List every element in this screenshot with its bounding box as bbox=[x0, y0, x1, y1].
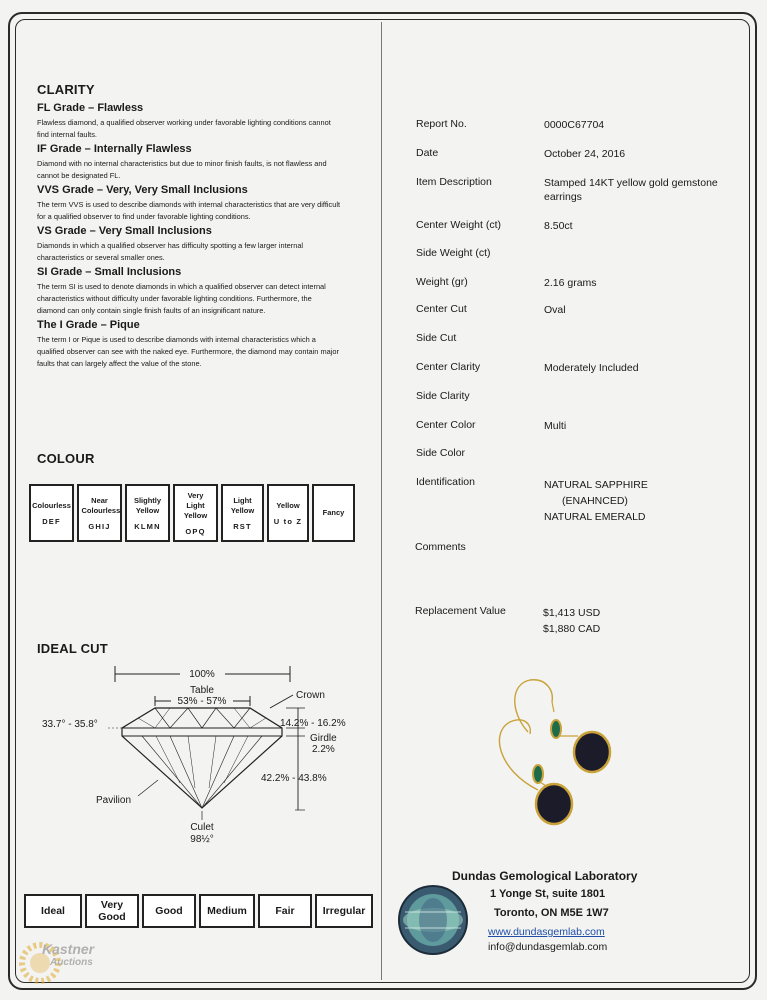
grade-heading: IF Grade – Internally Flawless bbox=[37, 143, 192, 155]
replacement-cad: $1,880 CAD bbox=[543, 623, 601, 635]
colour-scale bbox=[29, 484, 361, 542]
cut-grade-box: Fair bbox=[258, 894, 312, 928]
report-value: Moderately Included bbox=[544, 362, 639, 374]
grade-text: Diamonds in which a qualified observer has difficulty spotting a few larger internal characteristics or several smaller ones. bbox=[37, 241, 304, 262]
report-label: Center Color bbox=[416, 419, 476, 431]
crown-angle-label: 33.7° - 35.8° bbox=[42, 719, 98, 730]
pavilion-label: Pavilion bbox=[96, 795, 132, 806]
table-range: 53% - 57% bbox=[177, 696, 227, 707]
report-value: October 24, 2016 bbox=[544, 148, 626, 160]
report-value: 8.50ct bbox=[544, 220, 573, 232]
column-divider bbox=[381, 22, 382, 980]
cut-grade-box: Very Good bbox=[85, 894, 139, 928]
grade-heading: The I Grade – Pique bbox=[37, 319, 140, 331]
colour-name: Yellow bbox=[276, 500, 300, 510]
report-value: Stamped 14KT yellow gold gemstone earrings bbox=[544, 177, 718, 203]
watermark-line1: Kastner bbox=[42, 941, 95, 957]
identification-line: (ENAHNCED) bbox=[562, 495, 628, 507]
identification-line: NATURAL EMERALD bbox=[544, 511, 646, 523]
colour-letters: GHIJ bbox=[88, 521, 111, 531]
cut-grade-box: Ideal bbox=[24, 894, 82, 928]
clarity-title: CLARITY bbox=[37, 82, 95, 97]
lab-address-line1: 1 Yonge St, suite 1801 bbox=[490, 888, 606, 900]
crown-height-label: 14.2% - 16.2% bbox=[280, 718, 346, 729]
clarity-grade-si bbox=[37, 266, 342, 317]
girdle-label: Girdle bbox=[310, 733, 337, 744]
grade-heading: FL Grade – Flawless bbox=[37, 102, 144, 114]
colour-box bbox=[29, 484, 74, 542]
replacement-label: Replacement Value bbox=[415, 605, 506, 617]
report-label: Weight (gr) bbox=[416, 276, 468, 288]
colour-name: Light Yellow bbox=[230, 495, 255, 515]
colour-name: Fancy bbox=[322, 508, 345, 517]
earrings-photo bbox=[480, 672, 630, 842]
colour-letters: DEF bbox=[42, 516, 61, 526]
grade-heading: VVS Grade – Very, Very Small Inclusions bbox=[37, 184, 248, 196]
colour-box bbox=[267, 484, 309, 542]
identification-label: Identification bbox=[416, 476, 475, 488]
grade-text: The term SI is used to denote diamonds in which a qualified observer can detect internal characteristics without difficulty under favorable lighting conditions. Furthermore, the diamond can only contain single finish faults of an insignificant nature. bbox=[37, 282, 326, 315]
cut-grade-scale bbox=[24, 894, 373, 928]
lab-name: Dundas Gemological Laboratory bbox=[452, 869, 638, 883]
colour-name: Slightly Yellow bbox=[133, 495, 162, 515]
colour-box bbox=[77, 484, 122, 542]
report-value: 0000C67704 bbox=[544, 119, 605, 131]
report-value: Multi bbox=[544, 420, 567, 432]
table-label: Table bbox=[190, 685, 214, 696]
grade-heading: VS Grade – Very Small Inclusions bbox=[37, 225, 212, 237]
lab-email: info@dundasgemlab.com bbox=[488, 941, 608, 953]
report-label: Side Cut bbox=[416, 332, 457, 344]
replacement-values bbox=[543, 605, 733, 637]
colour-box bbox=[221, 484, 264, 542]
identification-line: NATURAL SAPPHIRE bbox=[544, 479, 648, 491]
report-label: Item Description bbox=[416, 176, 492, 188]
watermark-line2: Auctions bbox=[50, 957, 93, 968]
culet-value: 98½° bbox=[190, 834, 214, 845]
colour-name: Colourless bbox=[32, 500, 71, 510]
ideal-cut-title: IDEAL CUT bbox=[37, 641, 108, 656]
grade-text: Flawless diamond, a qualified observer working under favorable lighting conditions cannot find internal faults. bbox=[37, 118, 331, 139]
colour-name: Very Light Yellow bbox=[183, 490, 208, 520]
crown-label: Crown bbox=[296, 690, 325, 701]
clarity-grade-vvs bbox=[37, 184, 342, 223]
colour-title: COLOUR bbox=[37, 451, 95, 466]
pavilion-depth-label: 42.2% - 43.8% bbox=[261, 773, 327, 784]
culet-label: Culet bbox=[190, 822, 214, 833]
colour-name: Near Colourless bbox=[81, 495, 121, 515]
report-value: 2.16 grams bbox=[544, 277, 597, 289]
report-label: Center Cut bbox=[416, 303, 467, 315]
colour-letters: RST bbox=[233, 521, 252, 531]
grade-text: Diamond with no internal characteristics but due to minor finish faults, is not flawless and cannot be designated FL. bbox=[37, 159, 327, 180]
lab-website-link[interactable]: www.dundasgemlab.com bbox=[488, 926, 605, 938]
grade-heading: SI Grade – Small Inclusions bbox=[37, 266, 182, 278]
report-label: Side Weight (ct) bbox=[416, 247, 491, 259]
colour-letters: U to Z bbox=[273, 516, 303, 526]
cut-grade-box: Irregular bbox=[315, 894, 373, 928]
girdle-value: 2.2% bbox=[312, 744, 335, 755]
grade-text: The term I or Pique is used to describe diamonds with internal characteristics which a qualified observer can see with the naked eye. Furthermore, the diamond may contain major faults that can largely affect the value of the stone. bbox=[37, 335, 339, 368]
identification-values bbox=[544, 477, 734, 525]
clarity-grade-vs bbox=[37, 225, 342, 264]
replacement-usd: $1,413 USD bbox=[543, 607, 601, 619]
clarity-grade-fl bbox=[37, 102, 342, 141]
diamond-proportions-diagram bbox=[30, 658, 360, 848]
grade-text: The term VVS is used to describe diamonds with internal characteristics that are very difficult for a qualified observer to find under favorable lighting conditions. bbox=[37, 200, 341, 221]
colour-box bbox=[125, 484, 170, 542]
report-label: Date bbox=[416, 147, 439, 159]
comments-label: Comments bbox=[415, 541, 466, 553]
width-label: 100% bbox=[189, 669, 215, 680]
report-value: Oval bbox=[544, 304, 566, 316]
cut-grade-box: Good bbox=[142, 894, 196, 928]
clarity-grade-if bbox=[37, 143, 342, 182]
kastner-auctions-watermark bbox=[14, 925, 104, 995]
colour-letters: KLMN bbox=[134, 521, 161, 531]
cut-grade-box: Medium bbox=[199, 894, 255, 928]
lab-address-line2: Toronto, ON M5E 1W7 bbox=[494, 907, 609, 919]
report-label: Report No. bbox=[416, 118, 467, 130]
report-label: Center Clarity bbox=[416, 361, 481, 373]
report-label: Side Color bbox=[416, 447, 466, 459]
colour-box bbox=[173, 484, 218, 542]
clarity-grade-i bbox=[37, 319, 342, 370]
colour-box bbox=[312, 484, 355, 542]
report-label: Side Clarity bbox=[416, 390, 470, 402]
colour-letters: OPQ bbox=[185, 526, 206, 536]
hologram-seal-icon bbox=[395, 882, 471, 958]
report-label: Center Weight (ct) bbox=[416, 219, 501, 231]
